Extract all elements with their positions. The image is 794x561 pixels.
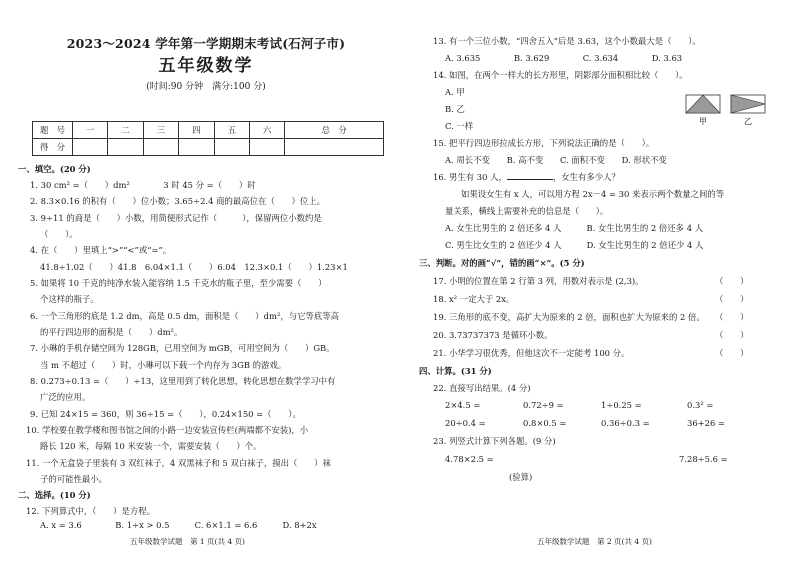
- calc-item: 4.78×2.5 =: [445, 454, 494, 464]
- question-line: 15. 把平行四边形拉成长方形，下列说法正确的是（ ）。: [433, 138, 655, 148]
- calc-item: 0.3² =: [687, 400, 714, 410]
- question-line: 14. 如图，在两个一样大的长方形里，阴影部分面积相比较（ ）。: [433, 70, 688, 80]
- score-input-cell[interactable]: [108, 139, 143, 156]
- question-line: 的平行四边形的面积是（ ）dm²。: [40, 327, 183, 337]
- judge-line: 21. 小华学习很优秀，但他这次不一定能考 100 分。: [433, 348, 630, 358]
- calc-item: 1÷0.25 =: [601, 400, 642, 410]
- section-heading: 三、判断。对的画“√”，错的画“×”。(5 分): [419, 258, 585, 268]
- score-table-cell: 题 号: [33, 122, 73, 139]
- question-line: [433, 172, 620, 183]
- question-line: 22. 直接写出结果。(4 分): [433, 383, 531, 393]
- question-line: （ ）。: [40, 229, 78, 239]
- question-line: B. 乙: [445, 104, 465, 114]
- calc-item: 7.28÷5.6 =: [679, 454, 728, 464]
- score-input-cell[interactable]: [143, 139, 178, 156]
- page-footer: 五年级数学试题 第 2 页(共 4 页): [537, 537, 652, 546]
- shaded-rectangles-figure: [685, 93, 777, 127]
- question-text: 16. 男生有 30 人，: [433, 172, 507, 182]
- score-table-cell: 一: [73, 122, 108, 139]
- figure-label-jia: 甲: [699, 117, 707, 126]
- score-table-cell: 四: [179, 122, 214, 139]
- question-line: A. 甲: [445, 87, 465, 97]
- question-line: A. 周长不变 B. 高不变 C. 面积不变 D. 形状不变: [445, 155, 667, 165]
- score-table: [32, 121, 384, 156]
- section-heading: 一、填空。(20 分): [18, 164, 91, 174]
- question-line: 广泛的应用。: [40, 392, 91, 402]
- score-input-cell[interactable]: [73, 139, 108, 156]
- fill-blank-line[interactable]: [507, 172, 553, 180]
- exam-title: 2023～2024 学年第一学期期末考试(石河子市): [66, 36, 346, 51]
- judge-line: 19. 三角形的底不变，高扩大为原来的 2 倍，面积也扩大为原来的 2 倍。: [433, 312, 705, 322]
- judge-paren[interactable]: （ ）: [715, 276, 749, 286]
- score-table-cell: 得 分: [33, 139, 73, 156]
- question-text: ，女生有多少人？: [552, 172, 620, 182]
- exam-info: (时间:90 分钟 满分:100 分): [146, 82, 266, 92]
- question-line: 2. 8.3×0.16 的积有（ ）位小数；3.65÷2.4 商的最高位在（ ）位上。: [30, 196, 325, 206]
- score-table-header-row: [33, 122, 384, 139]
- check-note: (验算): [509, 472, 533, 482]
- judge-paren[interactable]: （ ）: [715, 330, 749, 340]
- exam-subject: 五年级数学: [158, 56, 254, 76]
- question-line: 3. 9÷11 的商是（ ）小数，用简便形式记作（ ），保留两位小数约是: [30, 213, 322, 223]
- score-input-cell[interactable]: [249, 139, 284, 156]
- question-line: 如果设女生有 x 人，可以用方程 2x－4 = 30 来表示两个数量之间的等: [461, 189, 725, 199]
- page-footer: 五年级数学试题 第 1 页(共 4 页): [130, 537, 245, 546]
- question-line: 8. 0.273÷0.13 =（ ）÷13，这里用到了转化思想，转化思想在数学学习中有: [30, 376, 336, 386]
- judge-paren[interactable]: （ ）: [715, 312, 749, 322]
- question-line: 个这样的瓶子。: [40, 294, 99, 304]
- question-line: 1. 30 cm² =（ ）dm² 3 时 45 分 =（ ）时: [30, 180, 256, 190]
- question-line: 当 m 不超过（ ）时，小琳可以下载一个内存为 3GB 的游戏。: [40, 360, 287, 370]
- question-line: 路长 120 米，每隔 10 米安装一个，需要安装（ ）个。: [40, 441, 262, 451]
- question-line: 23. 列竖式计算下列各题。(9 分): [433, 436, 556, 446]
- score-table-score-row: [33, 139, 384, 156]
- question-line: 13. 有一个三位小数，“四舍五入”后是 3.63，这个小数最大是（ ）。: [433, 36, 701, 46]
- question-line: A. 3.635 B. 3.629 C. 3.634 D. 3.63: [445, 53, 683, 63]
- judge-line: 20. 3.73737373 是循环小数。: [433, 330, 553, 340]
- question-line: 9. 已知 24×15 = 360，则 36÷15 =（ ），0.24×150 =（ ）。: [30, 409, 301, 419]
- question-line: A. x = 3.6 B. 1÷x > 0.5 C. 6×1.1 = 6.6 D. 8+2x: [40, 520, 317, 530]
- judge-paren[interactable]: （ ）: [715, 348, 749, 358]
- judge-paren[interactable]: （ ）: [715, 294, 749, 304]
- score-table-cell: 二: [108, 122, 143, 139]
- question-line: A. 女生比男生的 2 倍还多 4 人 B. 女生比男生的 2 倍还多 4 人: [445, 223, 704, 233]
- question-line: C. 男生比女生的 2 倍还少 4 人 D. 女生比男生的 2 倍还少 4 人: [445, 240, 704, 250]
- question-line: 7. 小琳的手机存储空间为 128GB，已用空间为 mGB，可用空间为（ ）GB。: [30, 343, 335, 353]
- score-input-cell[interactable]: [214, 139, 249, 156]
- question-line: 12. 下列算式中，（ ）是方程。: [26, 506, 156, 516]
- figure-label-yi: 乙: [744, 117, 752, 126]
- judge-line: 18. x² 一定大于 2x。: [433, 294, 515, 304]
- calc-item: 0.36÷0.3 =: [601, 418, 650, 428]
- calc-item: 2×4.5 =: [445, 400, 481, 410]
- question-line: 6. 一个三角形的底是 1.2 dm，高是 0.5 dm，面积是（ ）dm²，与它等底等高: [30, 311, 339, 321]
- score-table-cell: 五: [214, 122, 249, 139]
- score-table-cell: 总 分: [285, 122, 384, 139]
- score-table-cell: 三: [143, 122, 178, 139]
- calc-item: 0.8×0.5 =: [523, 418, 567, 428]
- exam-page-2: [397, 0, 794, 561]
- section-heading: 二、选择。(10 分): [18, 490, 91, 500]
- question-line: 5. 如果将 10 千克的纯净水装入能容纳 1.5 千克水的瓶子里，至少需要（ ）: [30, 278, 327, 288]
- score-table-cell: 六: [249, 122, 284, 139]
- score-input-cell[interactable]: [179, 139, 214, 156]
- question-line: 11. 一个无盒袋子里装有 3 双红袜子，4 双黑袜子和 5 双白袜子，摸出（ ）袜: [26, 458, 331, 468]
- calc-item: 36+26 =: [687, 418, 726, 428]
- score-input-cell[interactable]: [285, 139, 384, 156]
- question-line: 量关系，横线上需要补充的信息是（ ）。: [445, 206, 609, 216]
- question-line: 41.8÷1.02（ ）41.8 6.04×1.1（ ）6.04 12.3×0.1（ ）1.23×1: [40, 262, 348, 272]
- question-line: 4. 在（ ）里填上“>”“<”或“=”。: [30, 245, 172, 255]
- judge-line: 17. 小明的位置在第 2 行第 3 列，用数对表示是 (2,3)。: [433, 276, 644, 286]
- calc-item: 20÷0.4 =: [445, 418, 486, 428]
- question-line: 子的可能性最小。: [40, 474, 107, 484]
- question-line: C. 一样: [445, 121, 474, 131]
- question-line: 10. 学校要在教学楼和图书馆之间的小路一边安装宣传栏(两端都不安装)，小: [26, 425, 309, 435]
- section-heading: 四、计算。(31 分): [419, 366, 492, 376]
- calc-item: 0.72÷9 =: [523, 400, 564, 410]
